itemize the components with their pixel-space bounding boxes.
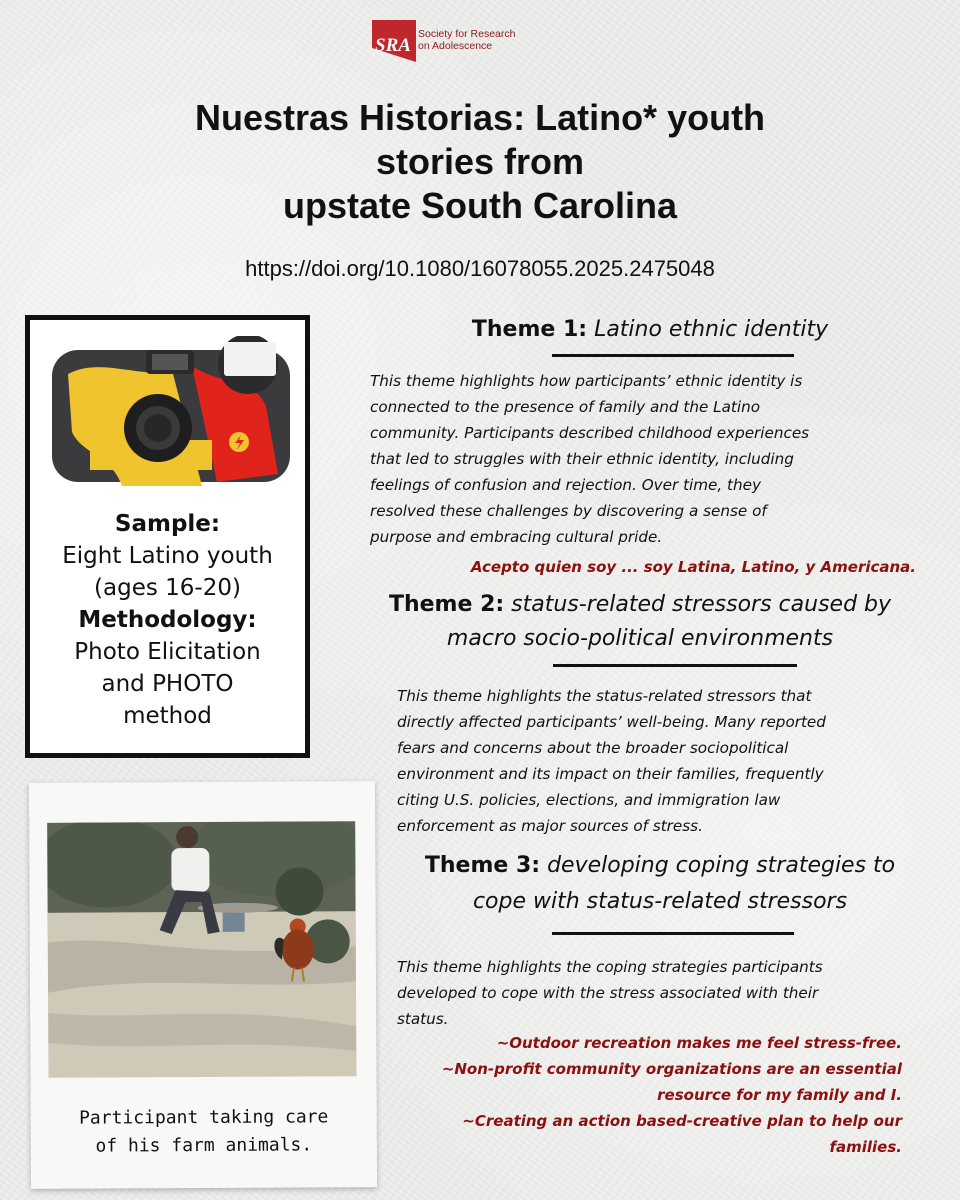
study-info-box (25, 315, 310, 758)
theme1-num: Theme 1: (471, 317, 588, 342)
theme2-desc-line: directly affected participants’ well-being. Many reported (397, 713, 826, 731)
study-info-text (30, 508, 305, 732)
methodology-label: Methodology: (78, 607, 257, 633)
photo-illustration (47, 821, 356, 1078)
sra-logo (370, 18, 560, 70)
camera-icon (52, 336, 290, 486)
theme3-num: Theme 3: (424, 853, 541, 878)
theme2-description (397, 683, 940, 839)
theme2-title (340, 588, 940, 656)
theme3-quote-line: families. (829, 1138, 902, 1156)
theme3-quote-line: ~Creating an action based-creative plan to help our (462, 1112, 902, 1130)
participant-photo (47, 821, 356, 1078)
theme3-quote-line: ~Non-profit community organizations are an essential (441, 1060, 902, 1078)
theme2-desc-line: environment and its impact on their families, frequently (397, 765, 824, 783)
page-title (100, 96, 860, 228)
theme2-divider (553, 664, 797, 667)
logo-text (418, 28, 515, 52)
theme3-desc-line: status. (397, 1010, 449, 1028)
theme2-num: Theme 2: (388, 592, 505, 617)
logo-line1: Society for Research (418, 28, 516, 40)
theme2-desc-line: This theme highlights the status-related stressors that (397, 687, 812, 705)
theme1-desc-line: connected to the presence of family and the Latino (370, 398, 760, 416)
theme2-name-line1: status-related stressors caused by (511, 592, 892, 617)
theme1-name: Latino ethnic identity (594, 317, 829, 342)
theme3-desc-line: This theme highlights the coping strategies participants (397, 958, 823, 976)
title-line3: upstate South Carolina (282, 185, 678, 226)
theme3-quote-line: resource for my family and I. (657, 1086, 902, 1104)
method-line2: and PHOTO (101, 671, 234, 697)
theme3-quotes (380, 1030, 902, 1160)
theme3-desc-line: developed to cope with the stress associated with their (397, 984, 819, 1002)
theme1-desc-line: that led to struggles with their ethnic identity, including (370, 450, 794, 468)
theme2-name-line2: macro socio-political environments (446, 626, 834, 651)
theme1-title (360, 314, 940, 346)
title-line2: stories from (375, 141, 585, 182)
theme1-description (370, 368, 940, 550)
method-line3: method (123, 703, 212, 729)
caption-line2: of his farm animals. (95, 1134, 313, 1157)
theme2-desc-line: enforcement as major sources of stress. (397, 817, 703, 835)
theme3-name-line1: developing coping strategies to (547, 853, 896, 878)
logo-line2: on Adolescence (418, 40, 493, 52)
title-line1: Nuestras Historias: Latino* youth (194, 97, 766, 138)
theme2-desc-line: fears and concerns about the broader sociopolitical (397, 739, 789, 757)
theme1-quote: Acepto quien soy ... soy Latina, Latino, y Americana. (470, 558, 916, 576)
method-line1: Photo Elicitation (74, 639, 261, 665)
theme1-desc-line: This theme highlights how participants’ ethnic identity is (370, 372, 803, 390)
caption-line1: Participant taking care (79, 1106, 329, 1129)
photo-caption (31, 1103, 377, 1161)
sra-logo-icon (370, 18, 418, 66)
theme3-title (380, 848, 940, 920)
theme1-divider (552, 354, 794, 357)
svg-text:SRA: SRA (375, 35, 411, 56)
theme3-name-line2: cope with status-related stressors (472, 889, 848, 914)
theme1-desc-line: purpose and embracing cultural pride. (370, 528, 663, 546)
theme3-quote-line: ~Outdoor recreation makes me feel stress-free. (496, 1034, 902, 1052)
polaroid-photo (29, 781, 377, 1189)
sample-line2: (ages 16-20) (94, 575, 241, 601)
theme1-desc-line: feelings of confusion and rejection. Over time, they (370, 476, 761, 494)
theme3-divider (552, 932, 794, 935)
theme2-desc-line: citing U.S. policies, elections, and immigration law (397, 791, 781, 809)
theme3-description (397, 954, 940, 1032)
sample-line1: Eight Latino youth (62, 543, 273, 569)
theme1-desc-line: resolved these challenges by discovering a sense of (370, 502, 767, 520)
sample-label: Sample: (114, 511, 221, 537)
theme1-desc-line: community. Participants described childhood experiences (370, 424, 810, 442)
doi-link[interactable]: https://doi.org/10.1080/16078055.2025.2475048 (245, 256, 715, 281)
